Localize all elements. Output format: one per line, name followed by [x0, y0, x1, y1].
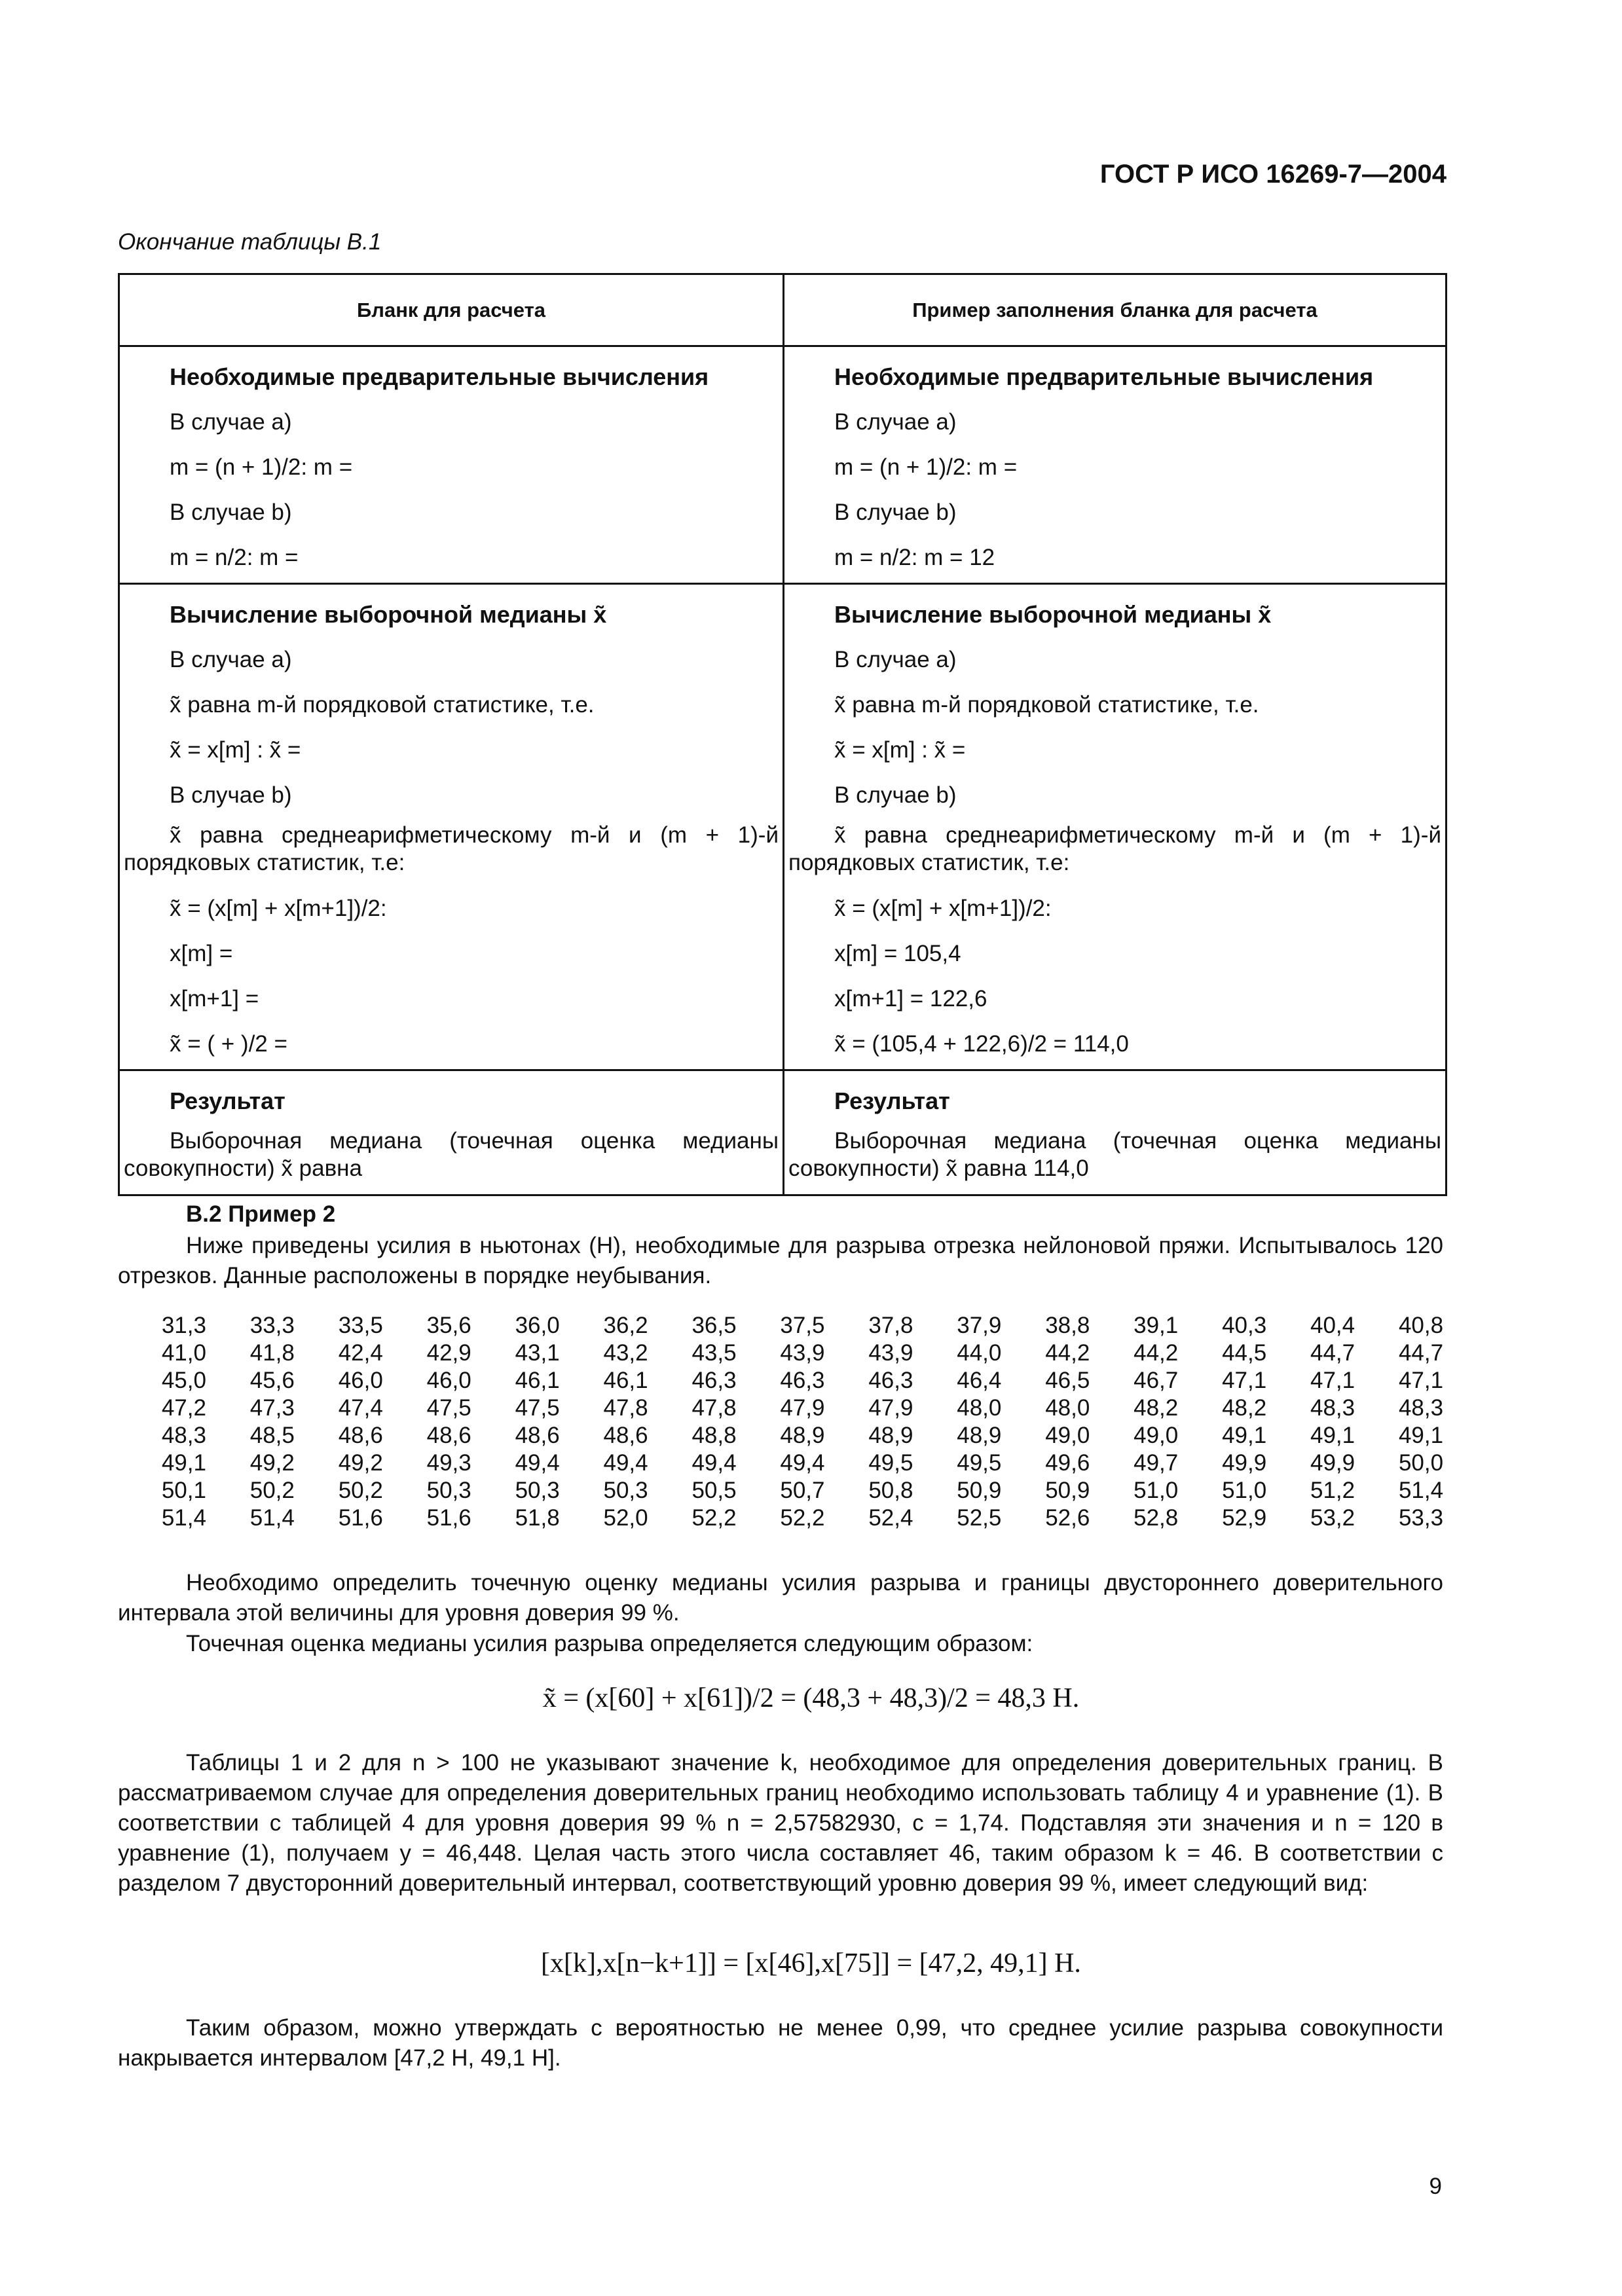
m-formula-a: m = (n + 1)/2: m = [170, 454, 353, 480]
data-cell: 49,1 [1310, 1423, 1355, 1448]
data-cell: 40,8 [1398, 1313, 1444, 1338]
left-median-cell [120, 585, 783, 1069]
prelim-title: Необходимые предварительные вычисления [834, 363, 1374, 390]
interval-formula: [x[k],x[n−k+1]] = [x[46],x[75]] = [47,2, 49,1] Н. [541, 1948, 1081, 1978]
data-cell: 47,1 [1310, 1368, 1355, 1393]
median-calc: x̃ = (105,4 + 122,6)/2 = 114,0 [834, 1031, 1129, 1057]
data-cell: 49,2 [249, 1450, 295, 1476]
data-cell: 50,3 [426, 1478, 471, 1503]
data-cell: 51,0 [1222, 1478, 1267, 1503]
data-cell: 44,7 [1310, 1340, 1355, 1366]
data-cell: 48,6 [426, 1423, 471, 1448]
data-cell: 48,6 [338, 1423, 383, 1448]
data-cell: 42,4 [338, 1340, 383, 1366]
data-cell: 52,8 [1134, 1505, 1179, 1531]
data-cell: 43,1 [515, 1340, 560, 1366]
median-equals-stat: x̃ равна m-й порядковой статистике, т.е. [170, 692, 595, 718]
data-cell: 33,5 [338, 1313, 383, 1338]
data-cell: 49,1 [161, 1450, 206, 1476]
data-cell: 51,6 [426, 1505, 471, 1531]
need-paragraph: Необходимо определить точечную оценку медианы усилия разрыва и границы двустороннего доверительного интервала этой величины для уровня доверия 99 %. [118, 1570, 1443, 1626]
data-cell: 44,2 [1134, 1340, 1179, 1366]
data-cell: 44,7 [1398, 1340, 1444, 1366]
data-cell: 50,5 [691, 1478, 737, 1503]
data-cell: 51,4 [161, 1505, 206, 1531]
data-cell: 42,9 [426, 1340, 471, 1366]
case-b-label: В случае b) [170, 500, 292, 525]
data-cell: 47,1 [1398, 1368, 1444, 1393]
data-cell: 47,5 [515, 1395, 560, 1421]
median-title: Вычисление выборочной медианы x̃ [834, 601, 1272, 628]
data-cell: 37,5 [780, 1313, 825, 1338]
case-a-label: В случае а) [170, 409, 292, 435]
data-cell: 49,9 [1222, 1450, 1267, 1476]
tables-paragraph: Таблицы 1 и 2 для n > 100 не указывают значение k, необходимое для определения доверительных границ. В рассматриваемом случае для определения доверительных границ необходимо использовать таблицу 4 и уравнение (1). В соответствии с таблицей 4 для уровня доверия 99 % n = 2,57582930, c = 1,74. Подставляя эти значения и n = 120 в уравнение (1), получаем y = 46,448. Целая часть этого числа составляет 46, таким образом k = 46. В соответствии с разделом 7 двусторонний доверительный интервал, соответствующий уровню доверия 99 %, имеет следующий вид: [118, 1750, 1443, 1896]
right-prelim-cell [783, 347, 1445, 583]
data-cell: 48,0 [957, 1395, 1002, 1421]
data-cell: 48,0 [1045, 1395, 1090, 1421]
data-row [118, 1340, 1443, 1368]
data-cell: 50,9 [957, 1478, 1002, 1503]
page-number: 9 [1429, 2174, 1442, 2199]
data-cell: 49,3 [426, 1450, 471, 1476]
data-cell: 47,5 [426, 1395, 471, 1421]
data-cell: 44,0 [957, 1340, 1002, 1366]
data-cell: 38,8 [1045, 1313, 1090, 1338]
data-cell: 35,6 [426, 1313, 471, 1338]
data-row [118, 1395, 1443, 1423]
data-cell: 51,2 [1310, 1478, 1355, 1503]
data-cell: 50,3 [515, 1478, 560, 1503]
data-cell: 47,8 [691, 1395, 737, 1421]
data-cell: 49,4 [515, 1450, 560, 1476]
median-average-text: x̃ равна среднеарифметическому m-й и (m + 1)-й порядковых статистик, т.е: [124, 822, 779, 875]
data-cell: 49,5 [868, 1450, 913, 1476]
case-a-label: В случае а) [834, 409, 957, 435]
data-cell: 50,3 [603, 1478, 648, 1503]
data-row [118, 1505, 1443, 1533]
data-cell: 51,4 [1398, 1478, 1444, 1503]
data-cell: 51,4 [249, 1505, 295, 1531]
data-cell: 36,0 [515, 1313, 560, 1338]
data-cell: 44,5 [1222, 1340, 1267, 1366]
data-cell: 46,3 [868, 1368, 913, 1393]
data-cell: 49,5 [957, 1450, 1002, 1476]
table-caption: Окончание таблицы В.1 [118, 229, 382, 255]
data-cell: 46,3 [691, 1368, 737, 1393]
data-cell: 49,9 [1310, 1450, 1355, 1476]
case-b-label: В случае b) [834, 782, 957, 808]
data-cell: 41,0 [161, 1340, 206, 1366]
prelim-row [120, 345, 1445, 583]
data-cell: 49,4 [603, 1450, 648, 1476]
data-cell: 53,2 [1310, 1505, 1355, 1531]
data-cell: 48,2 [1134, 1395, 1179, 1421]
data-cell: 49,1 [1222, 1423, 1267, 1448]
data-cell: 45,0 [161, 1368, 206, 1393]
data-cell: 46,4 [957, 1368, 1002, 1393]
result-title: Результат [170, 1087, 286, 1114]
data-cell: 44,2 [1045, 1340, 1090, 1366]
data-cell: 43,2 [603, 1340, 648, 1366]
data-cell: 53,3 [1398, 1505, 1444, 1531]
data-cell: 37,9 [957, 1313, 1002, 1338]
data-cell: 46,1 [515, 1368, 560, 1393]
result-text: Выборочная медиана (точечная оценка медианы совокупности) x̃ равна 114,0 [788, 1128, 1441, 1181]
data-cell: 48,9 [957, 1423, 1002, 1448]
data-cell: 46,5 [1045, 1368, 1090, 1393]
data-cell: 50,2 [249, 1478, 295, 1503]
data-cell: 49,4 [691, 1450, 737, 1476]
data-cell: 47,2 [161, 1395, 206, 1421]
median-formula: x̃ = (x[60] + x[61])/2 = (48,3 + 48,3)/2 = 48,3 Н. [542, 1683, 1080, 1713]
data-cell: 52,4 [868, 1505, 913, 1531]
case-a-label: В случае а) [834, 647, 957, 672]
case-b-label: В случае b) [170, 782, 292, 808]
data-cell: 49,0 [1045, 1423, 1090, 1448]
data-cell: 47,9 [868, 1395, 913, 1421]
median-formula-b: x̃ = (x[m] + x[m+1])/2: [834, 896, 1052, 921]
result-title: Результат [834, 1087, 950, 1114]
data-cell: 47,4 [338, 1395, 383, 1421]
data-cell: 48,3 [161, 1423, 206, 1448]
data-cell: 46,0 [426, 1368, 471, 1393]
data-cell: 36,2 [603, 1313, 648, 1338]
median-calc: x̃ = ( + )/2 = [170, 1031, 287, 1057]
data-cell: 52,5 [957, 1505, 1002, 1531]
median-row [120, 583, 1445, 1069]
data-cell: 48,6 [515, 1423, 560, 1448]
data-row [118, 1423, 1443, 1450]
data-cell: 50,0 [1398, 1450, 1444, 1476]
xm1-value: x[m+1] = [170, 986, 259, 1011]
document-header: ГОСТ Р ИСО 16269-7—2004 [1099, 160, 1447, 189]
data-cell: 48,9 [780, 1423, 825, 1448]
data-grid [118, 1313, 1443, 1533]
data-cell: 48,8 [691, 1423, 737, 1448]
section-heading: В.2 Пример 2 [186, 1201, 336, 1227]
left-result-cell [120, 1071, 783, 1194]
right-column-header: Пример заполнения бланка для расчета [783, 275, 1445, 345]
data-cell: 48,5 [249, 1423, 295, 1448]
data-cell: 49,1 [1398, 1423, 1444, 1448]
m-formula-b: m = n/2: m = 12 [834, 545, 995, 570]
intro-paragraph: Ниже приведены усилия в ньютонах (Н), необходимые для разрыва отрезка нейлоновой пряжи. Испытывалось 120 отрезков. Данные расположены в порядке неубывания. [118, 1233, 1443, 1288]
data-cell: 46,3 [780, 1368, 825, 1393]
data-cell: 39,1 [1134, 1313, 1179, 1338]
data-cell: 33,3 [249, 1313, 295, 1338]
data-cell: 47,8 [603, 1395, 648, 1421]
conclusion-paragraph: Таким образом, можно утверждать с вероятностью не менее 0,99, что среднее усилие разрыва совокупности накрывается интервалом [47,2 Н, 49,1 Н]. [118, 2015, 1443, 2071]
data-cell: 48,3 [1310, 1395, 1355, 1421]
data-cell: 50,8 [868, 1478, 913, 1503]
data-cell: 48,6 [603, 1423, 648, 1448]
m-formula-b: m = n/2: m = [170, 545, 299, 570]
data-cell: 50,9 [1045, 1478, 1090, 1503]
data-cell: 47,3 [249, 1395, 295, 1421]
data-cell: 36,5 [691, 1313, 737, 1338]
data-cell: 31,3 [161, 1313, 206, 1338]
data-cell: 41,8 [249, 1340, 295, 1366]
data-cell: 51,6 [338, 1505, 383, 1531]
median-formula-a: x̃ = x[m] : x̃ = [170, 737, 301, 763]
xm-value: x[m] = [170, 941, 233, 966]
median-title: Вычисление выборочной медианы x̃ [170, 601, 607, 628]
median-formula-a: x̃ = x[m] : x̃ = [834, 737, 966, 763]
data-cell: 43,5 [691, 1340, 737, 1366]
data-cell: 46,7 [1134, 1368, 1179, 1393]
data-cell: 48,3 [1398, 1395, 1444, 1421]
data-row [118, 1368, 1443, 1395]
point-paragraph: Точечная оценка медианы усилия разрыва определяется следующим образом: [186, 1631, 1033, 1656]
data-cell: 52,2 [780, 1505, 825, 1531]
data-cell: 52,6 [1045, 1505, 1090, 1531]
median-average-text: x̃ равна среднеарифметическому m-й и (m + 1)-й порядковых статистик, т.е: [788, 822, 1441, 875]
data-cell: 46,1 [603, 1368, 648, 1393]
data-cell: 52,2 [691, 1505, 737, 1531]
prelim-title: Необходимые предварительные вычисления [170, 363, 709, 390]
data-cell: 40,4 [1310, 1313, 1355, 1338]
data-row [118, 1313, 1443, 1340]
data-cell: 52,0 [603, 1505, 648, 1531]
result-text: Выборочная медиана (точечная оценка медианы совокупности) x̃ равна [124, 1128, 779, 1181]
data-cell: 51,8 [515, 1505, 560, 1531]
right-result-cell [783, 1071, 1445, 1194]
data-cell: 50,7 [780, 1478, 825, 1503]
data-cell: 51,0 [1134, 1478, 1179, 1503]
result-row [120, 1069, 1445, 1194]
data-cell: 49,2 [338, 1450, 383, 1476]
xm-value: x[m] = 105,4 [834, 941, 961, 966]
data-cell: 47,1 [1222, 1368, 1267, 1393]
calculation-table [118, 273, 1447, 1196]
data-cell: 48,2 [1222, 1395, 1267, 1421]
xm1-value: x[m+1] = 122,6 [834, 986, 987, 1011]
left-column-header: Бланк для расчета [356, 298, 545, 321]
data-cell: 49,0 [1134, 1423, 1179, 1448]
data-cell: 52,9 [1222, 1505, 1267, 1531]
data-row [118, 1478, 1443, 1505]
data-cell: 50,2 [338, 1478, 383, 1503]
case-a-label: В случае а) [170, 647, 292, 672]
data-cell: 43,9 [868, 1340, 913, 1366]
data-cell: 47,9 [780, 1395, 825, 1421]
data-row [118, 1450, 1443, 1478]
m-formula-a: m = (n + 1)/2: m = [834, 454, 1018, 480]
data-cell: 48,9 [868, 1423, 913, 1448]
data-cell: 49,6 [1045, 1450, 1090, 1476]
data-cell: 40,3 [1222, 1313, 1267, 1338]
data-cell: 49,7 [1134, 1450, 1179, 1476]
median-equals-stat: x̃ равна m-й порядковой статистике, т.е. [834, 692, 1259, 718]
median-formula-b: x̃ = (x[m] + x[m+1])/2: [170, 896, 387, 921]
right-median-cell [783, 585, 1445, 1069]
left-prelim-cell [120, 347, 783, 583]
table-header-row [120, 275, 1445, 345]
data-cell: 50,1 [161, 1478, 206, 1503]
data-cell: 37,8 [868, 1313, 913, 1338]
data-cell: 45,6 [249, 1368, 295, 1393]
data-cell: 46,0 [338, 1368, 383, 1393]
case-b-label: В случае b) [834, 500, 957, 525]
data-cell: 43,9 [780, 1340, 825, 1366]
data-cell: 49,4 [780, 1450, 825, 1476]
